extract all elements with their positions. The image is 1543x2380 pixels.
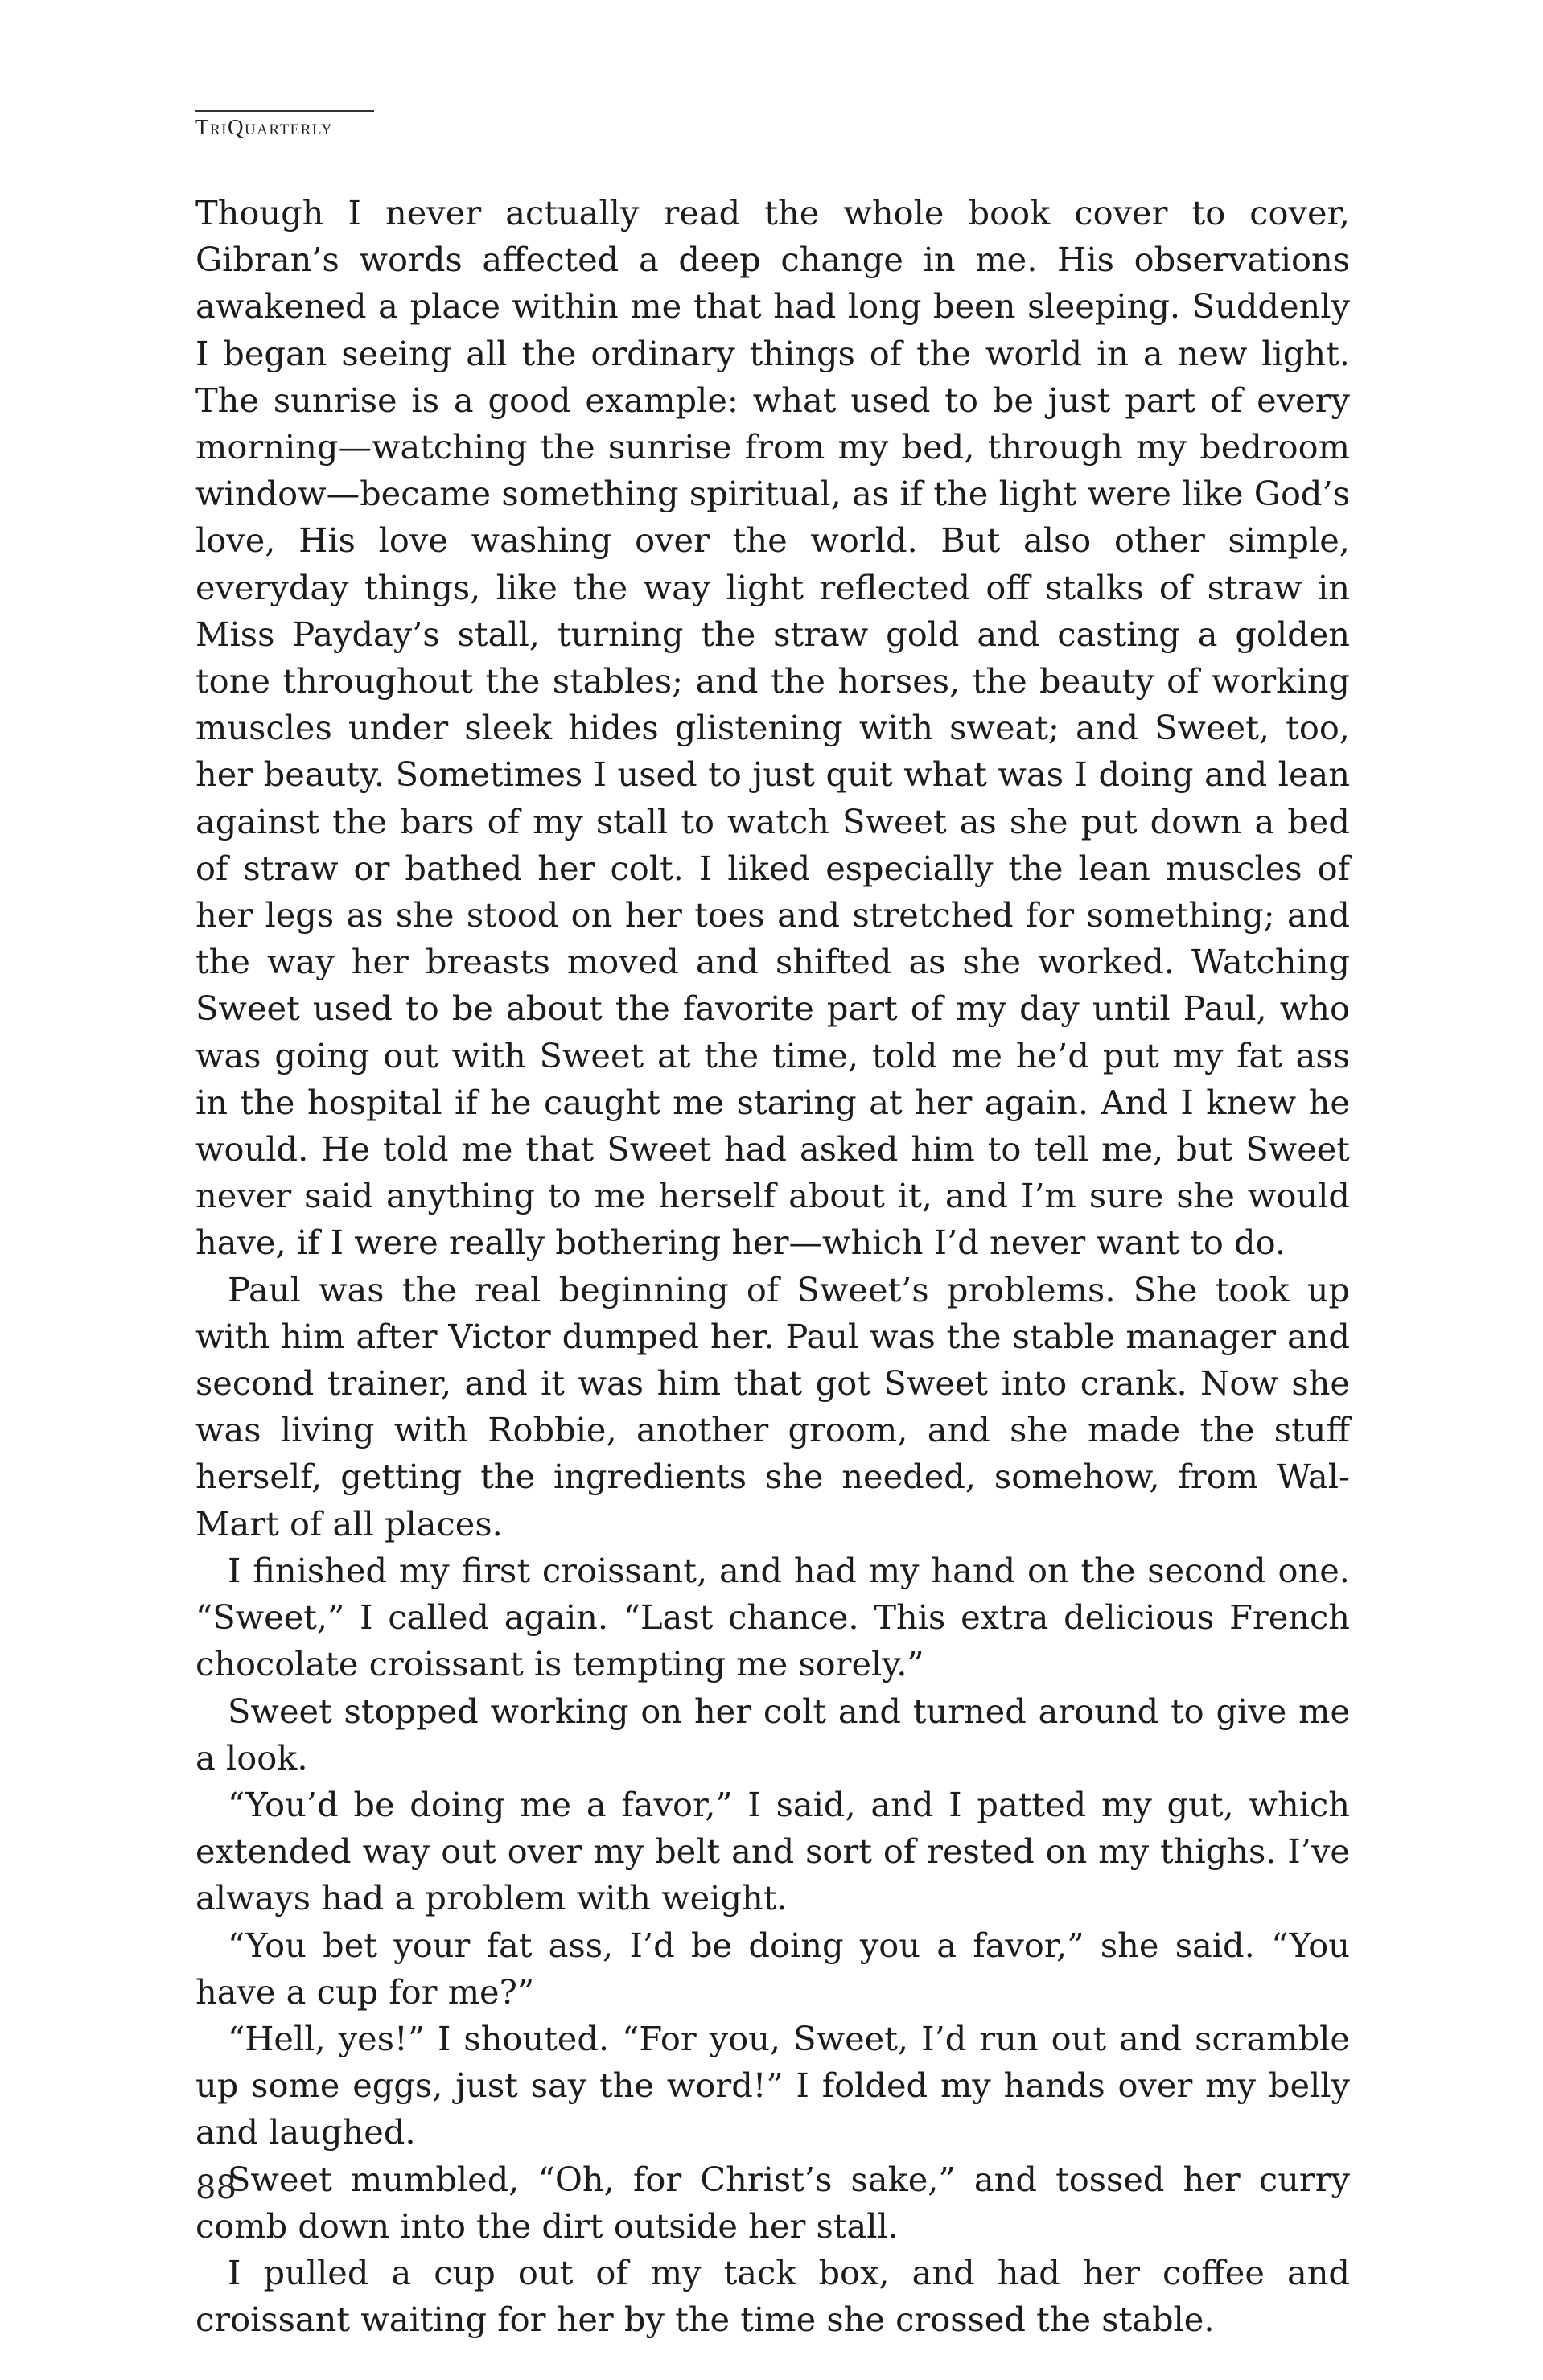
paragraph-6: “You bet your fat ass, I’d be doing you a favor,” she said. “You have a cup for me?” <box>195 1925 1350 2012</box>
paragraph-5: “You’d be doing me a favor,” I said, and I patted my gut, which extended way out over my belt and sort of rested on my thighs. I’ve always had a problem with weight. <box>195 1784 1350 1918</box>
paragraph-3: I finished my first croissant, and had my hand on the second one. “Sweet,” I called again. “Last chance. This extra delicious French chocolate croissant is tempting me sorely.” <box>195 1550 1350 1684</box>
running-head-rule <box>195 110 374 112</box>
paragraph-2: Paul was the real beginning of Sweet’s problems. She took up with him after Victor dumped her. Paul was the stable manager and second trainer, and it was him that got Sweet into crank. Now she was living with Robbie, another groom, and she made the stuff herself, getting the ingredients she needed, somehow, from Wal-Mart of all places. <box>195 1269 1350 1544</box>
paragraph-7: “Hell, yes!” I shouted. “For you, Sweet, I’d run out and scramble up some eggs, just say the word!” I folded my hands over my belly and laughed. <box>195 2018 1350 2152</box>
page-number: 88 <box>195 2169 237 2206</box>
paragraph-1: Though I never actually read the whole book cover to cover, Gibran’s words affected a deep change in me. His observations awakened a place within me that had long been sleeping. Suddenly I began seeing all the ordinary things of the world in a new light. The sunrise is a good example: what used to be just part of every morning—watching the sunrise from my bed, through my bedroom window—became something spiritual, as if the light were like God’s love, His love washing over the world. But also other simple, everyday things, like the way light reflected off stalks of straw in Miss Payday’s stall, turning the straw gold and casting a golden tone throughout the stables; and the horses, the beauty of working muscles under sleek hides glistening with sweat; and Sweet, too, her beauty. Sometimes I used to just quit what was I doing and lean against the bars of my stall to watch Sweet as she put down a bed of straw or bathed her colt. I liked especially the lean muscles of her legs as she stood on her toes and stretched for something; and the way her breasts moved and shifted as she worked. Watching Sweet used to be about the favorite part of my day until Paul, who was going out with Sweet at the time, told me he’d put my fat ass in the hospital if he caught me staring at her again. And I knew he would. He told me that Sweet had asked him to tell me, but Sweet never said anything to me herself about it, and I’m sure she would have, if I were really bothering her—which I’d never want to do. <box>195 193 1350 1263</box>
running-head: TriQuarterly <box>195 115 334 139</box>
body-text <box>195 190 1350 2343</box>
paragraph-4: Sweet stopped working on her colt and turned around to give me a look. <box>195 1691 1350 1778</box>
paragraph-9: I pulled a cup out of my tack box, and had her coffee and croissant waiting for her by the time she crossed the stable. <box>195 2252 1350 2340</box>
paragraph-8: Sweet mumbled, “Oh, for Christ’s sake,” and tossed her curry comb down into the dirt outside her stall. <box>195 2159 1350 2246</box>
